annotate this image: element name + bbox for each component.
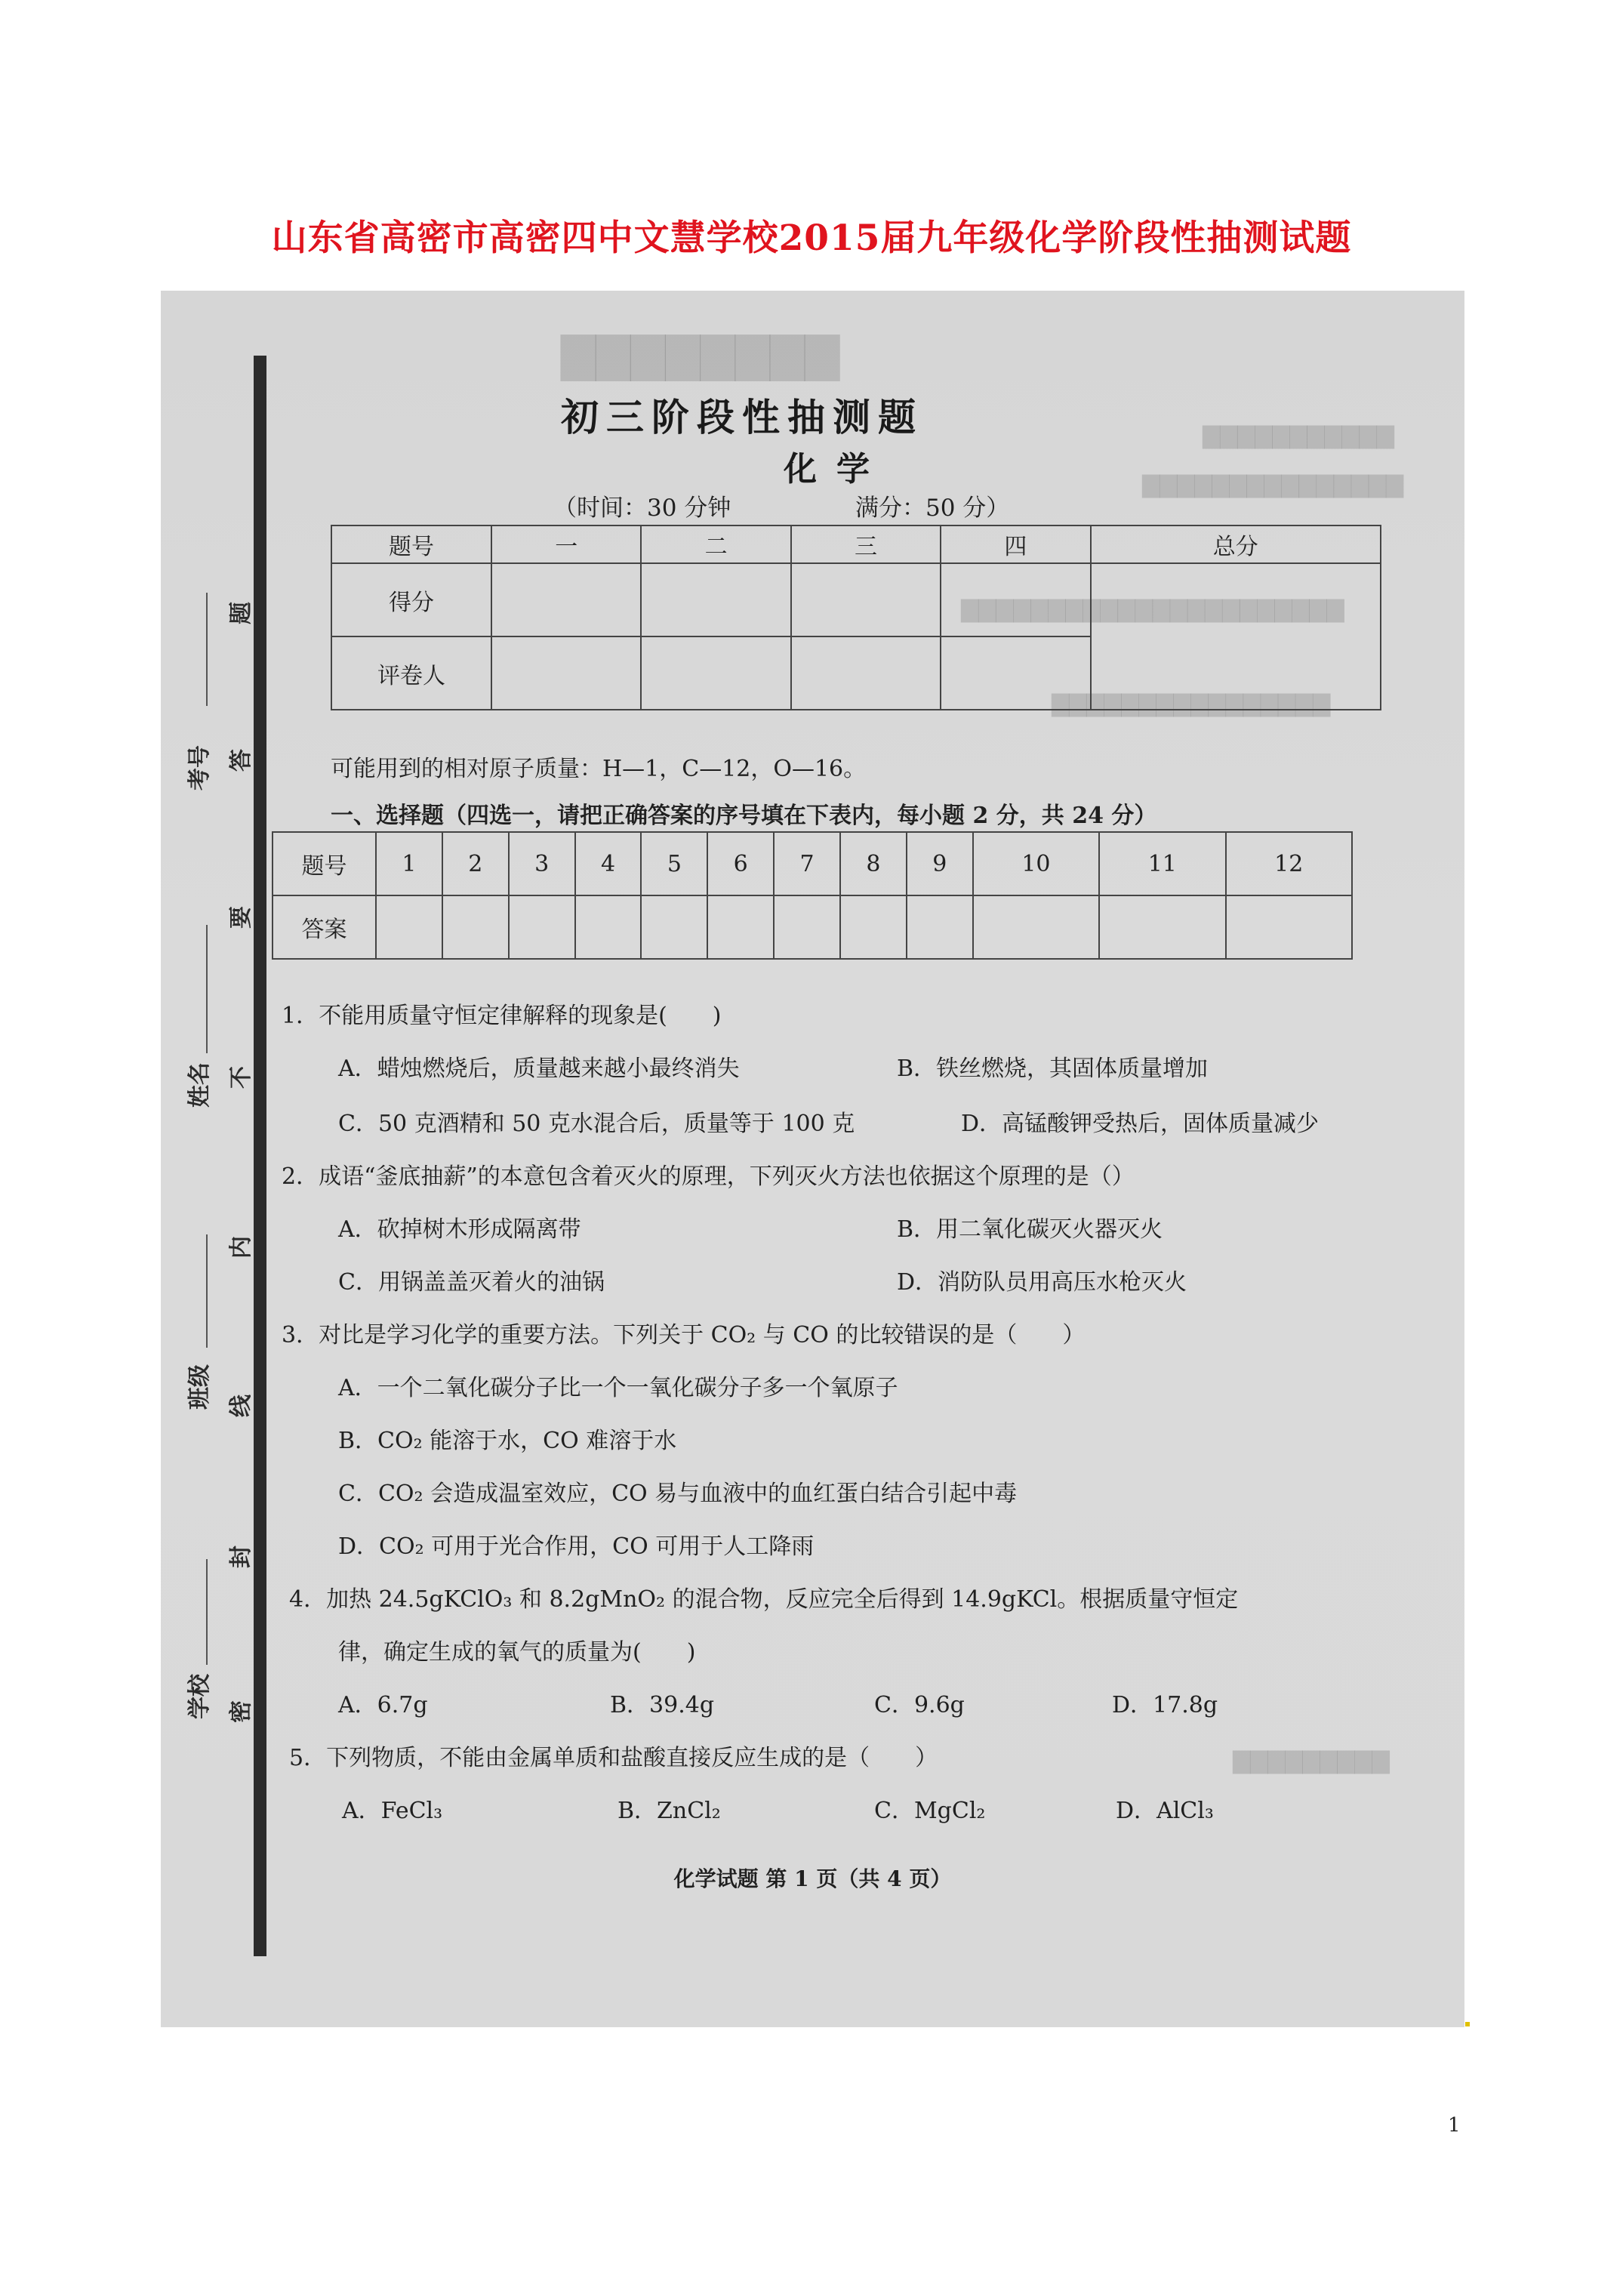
answer-cell[interactable] (1226, 895, 1352, 959)
score-table (331, 525, 1381, 710)
answer-table-number-row (273, 832, 1352, 895)
atomic-mass-note: 可能用到的相对原子质量：H—1，C—12，O—16。 (331, 756, 867, 782)
question-option: C．CO₂ 会造成温室效应，CO 易与血液中的血红蛋白结合引起中毒 (338, 1481, 1018, 1507)
page-number: 1 (1448, 2114, 1461, 2137)
fill-line (206, 925, 208, 1053)
score-table-header-cell: 二 (641, 525, 790, 563)
answer-table (272, 831, 1353, 960)
answer-cell[interactable] (907, 895, 973, 959)
grader-cell[interactable] (491, 636, 641, 710)
score-cell[interactable] (641, 563, 790, 636)
seal-char: 题 (228, 602, 254, 624)
seal-char: 不 (228, 1066, 254, 1089)
question-number-cell: 12 (1226, 832, 1352, 895)
answer-table-answer-row (273, 895, 1352, 959)
question-stem: 1．不能用质量守恒定律解释的现象是( ) (282, 1003, 722, 1029)
bleed-through-text: ▇▇▇▇▇▇▇▇▇▇▇▇▇▇▇ (1142, 472, 1404, 498)
answer-cell[interactable] (509, 895, 575, 959)
question-option: B．铁丝燃烧，其固体质量增加 (897, 1056, 1209, 1082)
section-one-heading: 一、选择题（四选一，请把正确答案的序号填在下表内，每小题 2 分，共 24 分） (331, 803, 1157, 829)
question-option: C．9.6g (874, 1692, 965, 1718)
total-score-cell[interactable] (1091, 563, 1381, 710)
side-label-class: 班级 (186, 1364, 213, 1410)
score-table-header-cell: 一 (491, 525, 641, 563)
score-cell[interactable] (791, 563, 941, 636)
exam-subject: 化学 (784, 450, 889, 488)
question-option: B．39.4g (610, 1692, 715, 1718)
question-number-cell: 1 (376, 832, 442, 895)
question-number-cell: 4 (575, 832, 642, 895)
answer-table-row-label: 答案 (273, 895, 376, 959)
fill-line (206, 1234, 208, 1348)
fill-line (206, 593, 208, 706)
question-number-cell: 2 (442, 832, 509, 895)
document-title: 山东省高密市高密四中文慧学校2015届九年级化学阶段性抽测试题 (271, 217, 1352, 259)
seal-char: 答 (228, 749, 254, 772)
score-cell[interactable] (491, 563, 641, 636)
answer-cell[interactable] (973, 895, 1099, 959)
question-option: D．CO₂ 可用于光合作用，CO 可用于人工降雨 (338, 1533, 815, 1560)
score-table-row (331, 563, 1381, 636)
question-stem: 5．下列物质，不能由金属单质和盐酸直接反应生成的是（ ） (289, 1745, 938, 1771)
question-option: B．CO₂ 能溶于水，CO 难溶于水 (338, 1428, 677, 1454)
question-stem: 2．成语“釜底抽薪”的本意包含着灭火的原理，下列灭火方法也依据这个原理的是（） (282, 1163, 1135, 1190)
grader-cell[interactable] (641, 636, 790, 710)
score-table-header-cell: 三 (791, 525, 941, 563)
seal-char: 要 (228, 906, 254, 929)
answer-cell[interactable] (1099, 895, 1225, 959)
question-stem: 4．加热 24.5gKClO₃ 和 8.2gMnO₂ 的混合物，反应完全后得到 14.9gKCl。根据质量守恒定 (289, 1586, 1239, 1613)
answer-cell[interactable] (641, 895, 707, 959)
answer-cell[interactable] (376, 895, 442, 959)
question-option: C．MgCl₂ (874, 1798, 986, 1824)
question-number-cell: 6 (707, 832, 774, 895)
question-number-cell: 3 (509, 832, 575, 895)
question-stem-continued: 律，确定生成的氧气的质量为( ) (338, 1639, 696, 1666)
bleed-through-text: ▇▇▇▇▇▇▇▇ (561, 328, 840, 381)
grader-cell[interactable] (791, 636, 941, 710)
side-label-school: 学校 (186, 1674, 213, 1719)
question-option: B．用二氧化碳灭火器灭火 (897, 1216, 1163, 1243)
side-label-exam-number: 考号 (186, 745, 213, 791)
seal-char: 封 (228, 1546, 254, 1568)
score-table-header-cell: 四 (941, 525, 1090, 563)
question-option: B．ZnCl₂ (617, 1798, 721, 1824)
question-option: D．消防队员用高压水枪灭火 (897, 1269, 1187, 1296)
binding-line (254, 356, 266, 1956)
fill-line (206, 1559, 208, 1665)
bleed-through-text: ▇▇▇▇▇▇▇▇▇ (1233, 1748, 1390, 1774)
score-table-header-cell: 总分 (1091, 525, 1381, 563)
exam-full-score: 满分：50 分） (855, 495, 1010, 522)
scanned-exam-sheet (161, 291, 1464, 2027)
question-number-cell: 8 (840, 832, 907, 895)
question-option: D．高锰酸钾受热后，固体质量减少 (961, 1111, 1320, 1137)
exam-time: （时间：30 分钟 (553, 495, 731, 522)
grader-cell[interactable] (941, 636, 1090, 710)
score-table-row-label: 得分 (331, 563, 491, 636)
question-number-cell: 9 (907, 832, 973, 895)
score-cell[interactable] (941, 563, 1090, 636)
question-option: A．6.7g (338, 1692, 428, 1718)
seal-char: 内 (228, 1236, 254, 1259)
question-option: A．FeCl₃ (342, 1798, 443, 1824)
answer-cell[interactable] (575, 895, 642, 959)
question-number-cell: 10 (973, 832, 1099, 895)
bleed-through-text: ▇▇▇▇▇▇▇▇▇▇▇▇▇▇▇▇ (1052, 691, 1331, 717)
question-number-cell: 5 (641, 832, 707, 895)
seal-char: 线 (228, 1395, 254, 1417)
question-stem: 3．对比是学习化学的重要方法。下列关于 CO₂ 与 CO 的比较错误的是（ ） (282, 1322, 1086, 1348)
answer-cell[interactable] (774, 895, 840, 959)
bleed-through-text: ▇▇▇▇▇▇▇▇▇▇▇ (1203, 423, 1394, 449)
question-option: D．17.8g (1112, 1692, 1218, 1718)
score-table-row-label: 评卷人 (331, 636, 491, 710)
answer-cell[interactable] (442, 895, 509, 959)
question-option: A．蜡烛燃烧后，质量越来越小最终消失 (338, 1056, 740, 1082)
exam-title: 初三阶段性抽测题 (561, 395, 923, 439)
answer-table-row-label: 题号 (273, 832, 376, 895)
seal-char: 密 (228, 1700, 254, 1723)
question-option: A．砍掉树木形成隔离带 (338, 1216, 581, 1243)
answer-cell[interactable] (840, 895, 907, 959)
question-option: C．用锅盖盖灭着火的油锅 (338, 1269, 605, 1296)
question-option: D．AlCl₃ (1116, 1798, 1214, 1824)
question-number-cell: 7 (774, 832, 840, 895)
sheet-footer: 化学试题 第 1 页（共 4 页） (673, 1866, 952, 1891)
question-option: A．一个二氧化碳分子比一个一氧化碳分子多一个氧原子 (338, 1375, 898, 1401)
question-number-cell: 11 (1099, 832, 1225, 895)
stray-dot (1465, 2022, 1470, 2026)
score-table-header-cell: 题号 (331, 525, 491, 563)
answer-cell[interactable] (707, 895, 774, 959)
question-option: C．50 克酒精和 50 克水混合后，质量等于 100 克 (338, 1111, 855, 1137)
side-label-name: 姓名 (186, 1062, 213, 1108)
score-table-header-row (331, 525, 1381, 563)
bleed-through-text: ▇▇▇▇▇▇▇▇▇▇▇▇▇▇▇▇▇▇▇▇▇▇ (961, 596, 1344, 623)
